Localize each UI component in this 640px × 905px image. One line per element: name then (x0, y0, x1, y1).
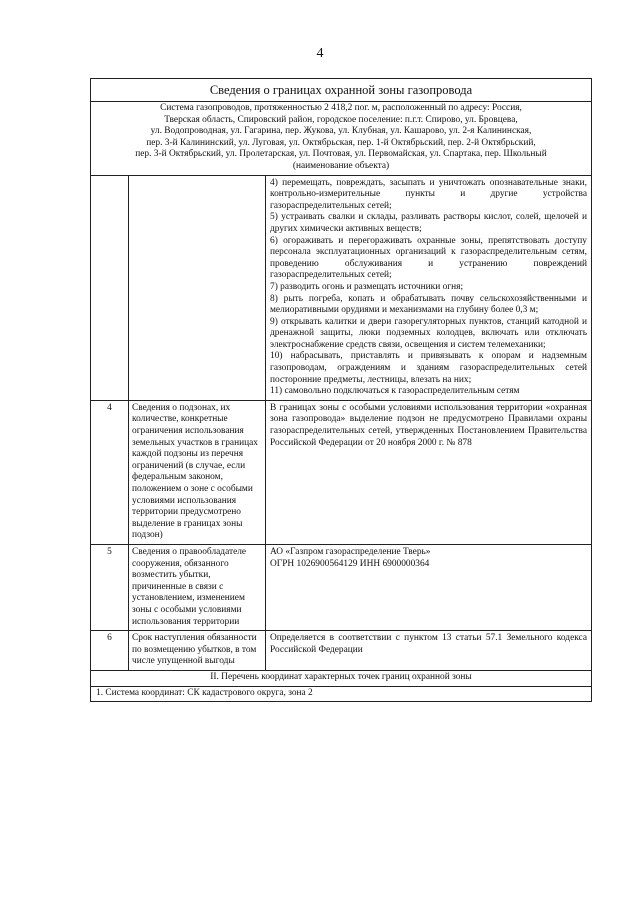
object-caption: (наименование объекта) (292, 160, 390, 171)
object-line: пер. 3-й Октябрьский, ул. Пролетарская, ул. Почтовая, ул. Первомайская, ул. Спартака, пер. Школьный (135, 149, 547, 160)
table-row (91, 545, 591, 631)
row-value: Определяется в соответствии с пунктом 13 статьи 57.1 Земельного кодекса Российской Федерации (270, 633, 587, 655)
restriction-item: 10) набрасывать, приставлять и привязывать к опорам и надземным газопроводам, ограждениям и зданиям газораспределительных сетей посторонние предметы, лестницы, влезать на них; (270, 351, 587, 385)
row-number: 4 (91, 401, 129, 544)
row-value (266, 545, 591, 630)
table-title: Сведения о границах охранной зоны газопровода (91, 79, 591, 102)
row-value-cell (266, 176, 591, 400)
row-label: Срок наступления обязанности по возмещению убытков, в том числе упущенной выгоды (129, 631, 266, 670)
table-row (91, 631, 591, 671)
owner-ids: ОГРН 1026900564129 ИНН 6900000364 (270, 558, 430, 569)
row-number-cell (91, 176, 129, 400)
object-description (91, 102, 591, 176)
object-line: пер. 3-й Калининский, ул. Луговая, ул. Октябрьская, пер. 1-й Октябрьский, пер. 2-й Октябрьский, (146, 137, 536, 148)
row-label-cell (129, 176, 266, 400)
table-row-restrictions-continued (91, 176, 591, 401)
restriction-item: 11) самовольно подключаться к газораспределительным сетям (270, 386, 520, 397)
restriction-item: 5) устраивать свалки и склады, разливать растворы кислот, солей, щелочей и других химически активных веществ; (270, 212, 587, 234)
restriction-item: 4) перемещать, повреждать, засыпать и уничтожать опознавательные знаки, контрольно-измерительные пункты и другие устройства газораспределительных сетей; (270, 177, 587, 211)
section-title: II. Перечень координат характерных точек границ охранной зоны (91, 671, 591, 687)
object-line: Тверская область, Спировский район, городское поселение: п.г.т. Спирово, ул. Бровцева, (164, 114, 518, 125)
object-line: Система газопроводов, протяженностью 2 418,2 пог. м, расположенный по адресу: Россия, (160, 103, 522, 113)
page-number: 4 (316, 46, 324, 61)
row-label: Сведения о подзонах, их количестве, конкретные ограничения использования земельных участков в границах каждой подзоны из перечня ограничений (в случае, если федеральным законом, положением о зоне с особыми условиями использования территории предусмотрено выделение в границах зоны подзон) (129, 401, 266, 544)
object-line: ул. Водопроводная, ул. Гагарина, пер. Жукова, ул. Клубная, ул. Кашарово, ул. 2-я Калининская, (150, 126, 532, 137)
restriction-item: 9) открывать калитки и двери газорегуляторных пунктов, станций катодной и дренажной защиты, люки подземных колодцев, включать или отключать электроснабжение средств связи, освещения и систем телемеханики; (270, 316, 587, 350)
restriction-item: 6) огораживать и перегораживать охранные зоны, препятствовать доступу персонала эксплуатационных организаций к газораспределительным сетям, проведению обслуживания и устранению повреждений газораспределительных сетей; (270, 235, 587, 281)
owner-name: АО «Газпром газораспределение Тверь» (270, 546, 431, 557)
row-number: 5 (91, 545, 129, 630)
row-label: Сведения о правообладателе сооружения, обязанного возместить убытки, причиненные в связи с установлением, изменением зоны с особыми условиями использования территории (129, 545, 266, 630)
zone-info-table (90, 78, 592, 702)
restriction-item: 8) рыть погреба, копать и обрабатывать почву сельскохозяйственными и мелиоративными орудиями и механизмами на глубину более 0,3 м; (270, 293, 587, 316)
restriction-item: 7) разводить огонь и размещать источники огня; (270, 281, 464, 292)
coordinate-system: 1. Система координат: СК кадастрового округа, зона 2 (96, 687, 313, 698)
row-value: В границах зоны с особыми условиями использования территории «охранная зона газопровода» выделение подзон не предусмотрено Правилами охраны газораспределительных сетей, утвержденных Постановлением Правительства Российской Федерации от 20 ноября 2000 г. № 878 (270, 402, 587, 448)
table-row (91, 401, 591, 545)
row-number: 6 (91, 631, 129, 670)
